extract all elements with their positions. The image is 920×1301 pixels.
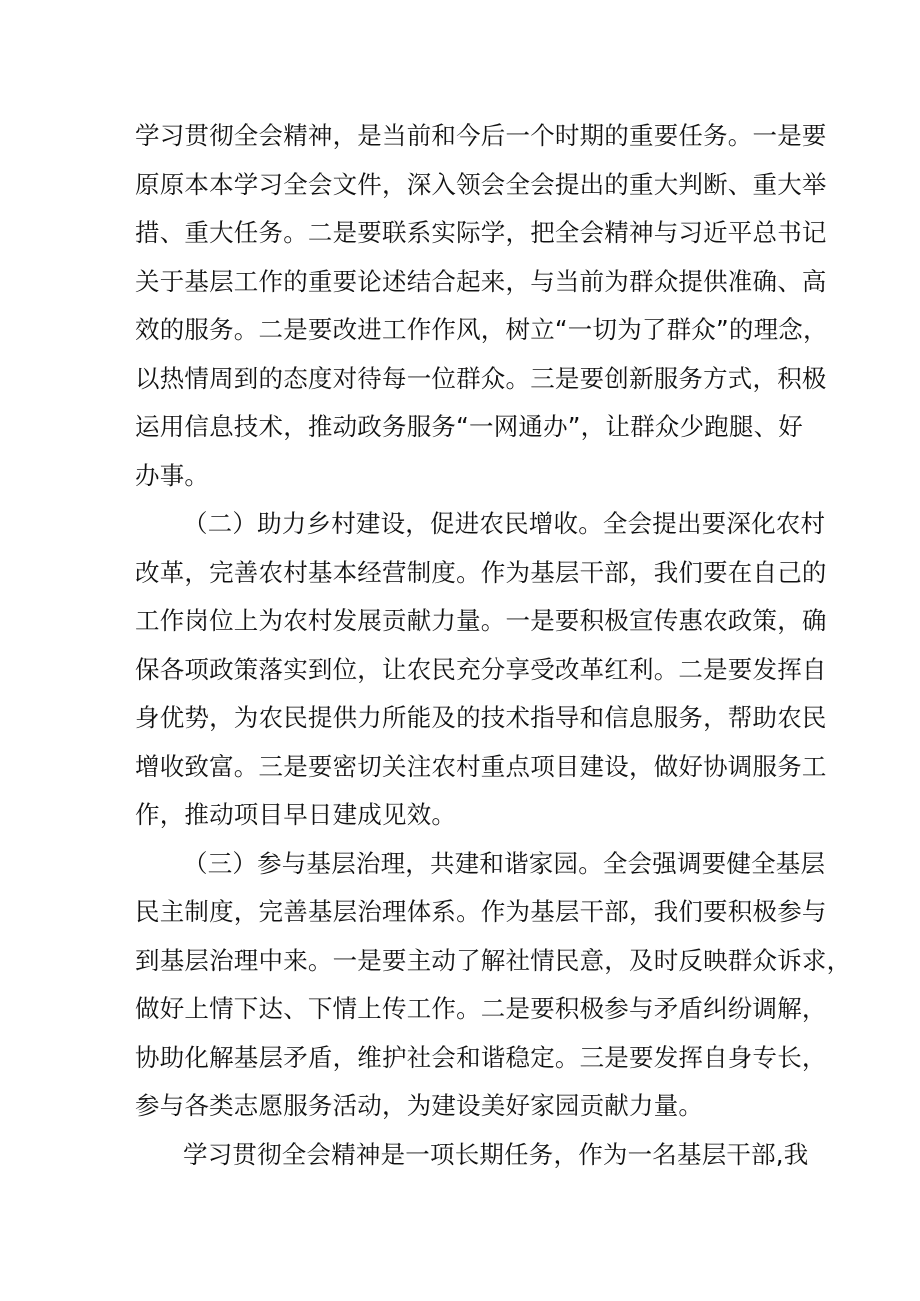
- paragraph-3: [135, 840, 852, 1131]
- text-line: （二）助力乡村建设，促进农民增收。全会提出要深化农村: [183, 509, 826, 538]
- document-body: [135, 112, 852, 1179]
- text-line: 保各项政策落实到位，让农民充分享受改革红利。二是要发挥自: [135, 654, 827, 684]
- text-line: 增收致富。三是要密切关注农村重点项目建设，做好协调服务工: [135, 751, 827, 781]
- text-line: 做好上情下达、下情上传工作。二是要积极参与矛盾纠纷调解，: [135, 994, 827, 1023]
- text-line: 参与各类志愿服务活动，为建设美好家园贡献力量。: [135, 1091, 704, 1120]
- text-line: 身优势，为农民提供力所能及的技术指导和信息服务，帮助农民: [135, 703, 827, 732]
- text-line: 学习贯彻全会精神，是当前和今后一个时期的重要任务。一是要: [135, 121, 827, 150]
- text-line: 措、重大任务。二是要联系实际学，把全会精神与习近平总书记: [135, 218, 827, 247]
- text-line: 改革，完善农村基本经营制度。作为基层干部，我们要在自己的: [135, 557, 827, 587]
- text-line: 办事。: [135, 460, 210, 490]
- paragraph-2: [135, 500, 827, 840]
- paragraph-1: [135, 112, 828, 500]
- text-line: 学习贯彻全会精神是一项长期任务，作为一名基层干部,我: [183, 1139, 809, 1169]
- text-line: 工作岗位上为农村发展贡献力量。一是要积极宣传惠农政策，确: [135, 606, 827, 635]
- text-line: 协助化解基层矛盾，维护社会和谐稳定。三是要发挥自身专长，: [135, 1042, 827, 1072]
- text-line: 效的服务。二是要改进工作作风，树立“一切为了群众”的理念，: [135, 315, 828, 344]
- text-line: 原原本本学习全会文件，深入领会全会提出的重大判断、重大举: [135, 169, 827, 199]
- paragraph-4: [135, 1131, 809, 1180]
- text-line: 到基层治理中来。一是要主动了解社情民意，及时反映群众诉求，: [135, 945, 852, 975]
- text-line: 以热情周到的态度对待每一位群众。三是要创新服务方式，积极: [135, 363, 827, 393]
- text-line: 关于基层工作的重要论述结合起来，与当前为群众提供准确、高: [135, 266, 827, 296]
- text-line: （三）参与基层治理，共建和谐家园。全会强调要健全基层: [183, 848, 826, 878]
- text-line: 民主制度，完善基层治理体系。作为基层干部，我们要积极参与: [135, 897, 827, 926]
- text-line: 作，推动项目早日建成见效。: [135, 800, 457, 829]
- text-line: 运用信息技术，推动政务服务“一网通办”，让群众少跑腿、好: [135, 412, 803, 441]
